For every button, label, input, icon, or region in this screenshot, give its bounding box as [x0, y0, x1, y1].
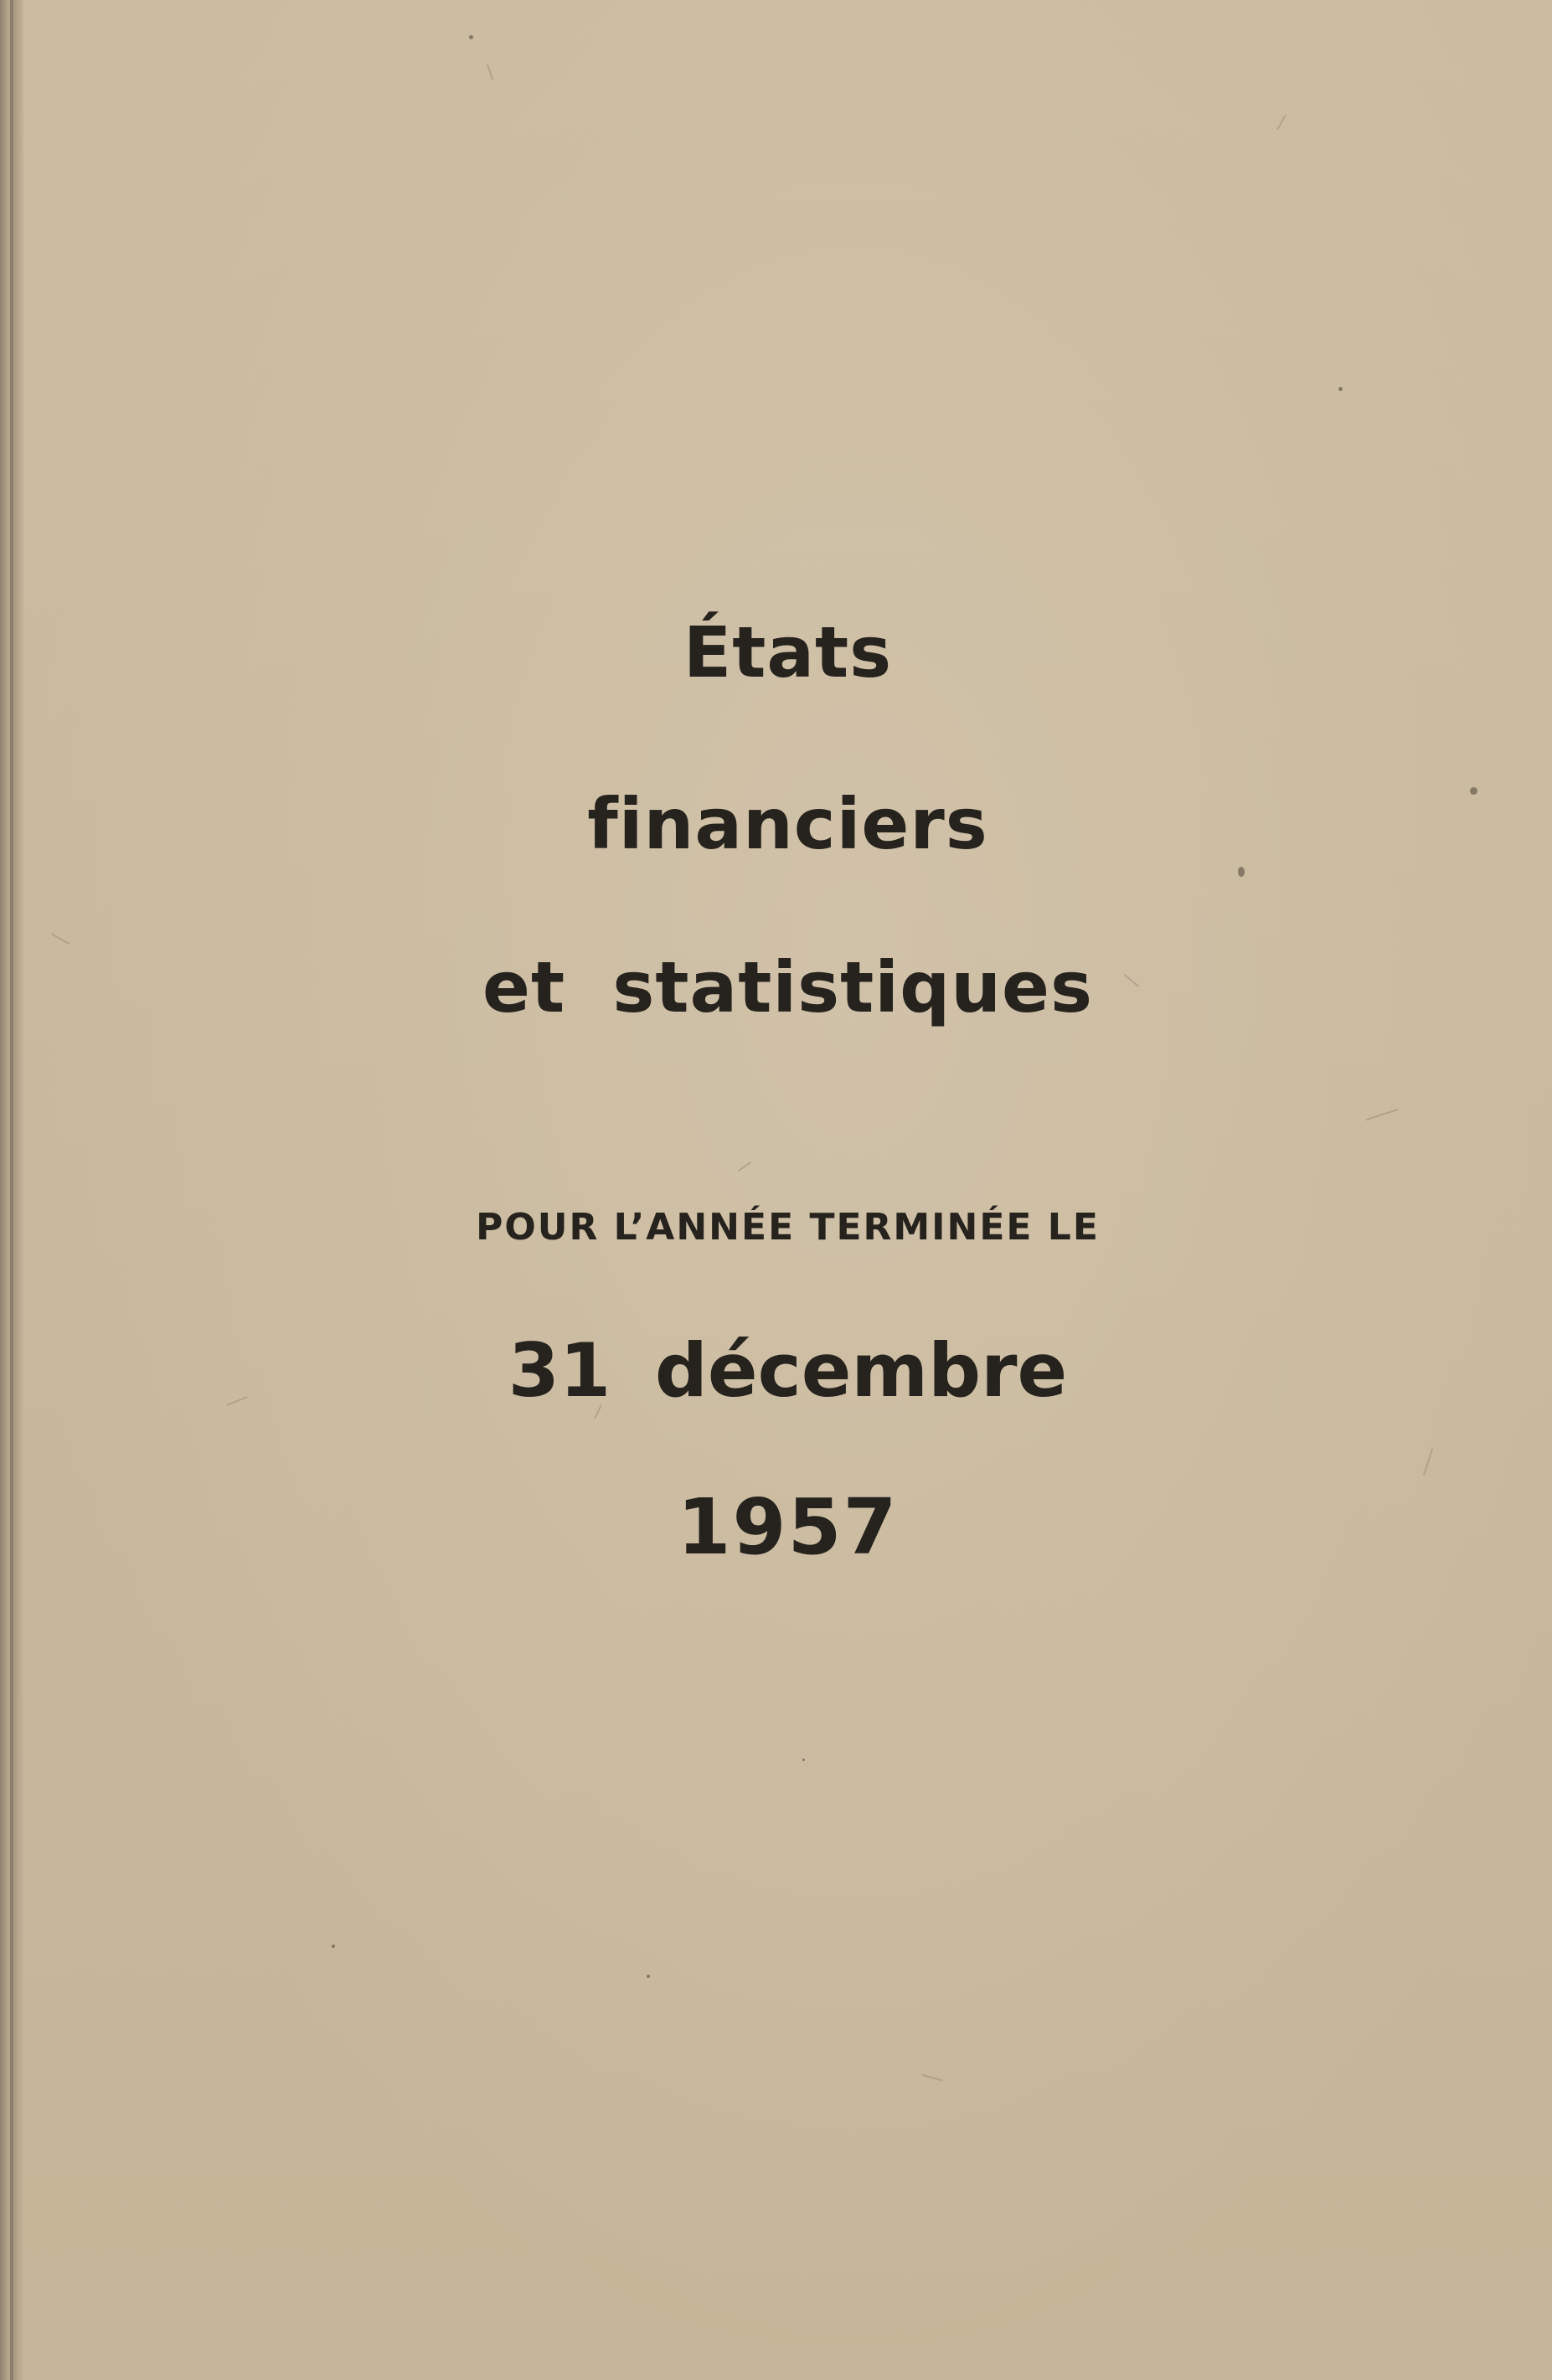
- title-line-financiers: financiers: [587, 783, 988, 865]
- paper-fiber: [487, 64, 494, 80]
- paper-speck: [1338, 387, 1343, 391]
- subtitle-year-ended: POUR L’ANNÉE TERMINÉE LE: [476, 1206, 1100, 1249]
- title-line-et-statistiques: et statistiques: [482, 946, 1093, 1028]
- date-day-month: 31 décembre: [508, 1327, 1068, 1414]
- paper-fiber: [51, 933, 70, 945]
- paper-speck: [802, 1759, 805, 1761]
- date-year: 1957: [677, 1482, 899, 1572]
- paper-fiber: [738, 1162, 751, 1172]
- binding-shadow-line: [10, 0, 13, 2380]
- paper-speck: [469, 35, 473, 39]
- paper-speck: [1238, 867, 1245, 877]
- paper-fiber: [1276, 115, 1286, 130]
- paper-speck: [332, 1945, 335, 1948]
- paper-fiber: [1366, 1109, 1399, 1120]
- paper-fiber: [1423, 1449, 1433, 1476]
- paper-speck: [647, 1975, 650, 1978]
- title-line-etats: États: [683, 611, 893, 693]
- paper-fiber: [921, 2074, 943, 2082]
